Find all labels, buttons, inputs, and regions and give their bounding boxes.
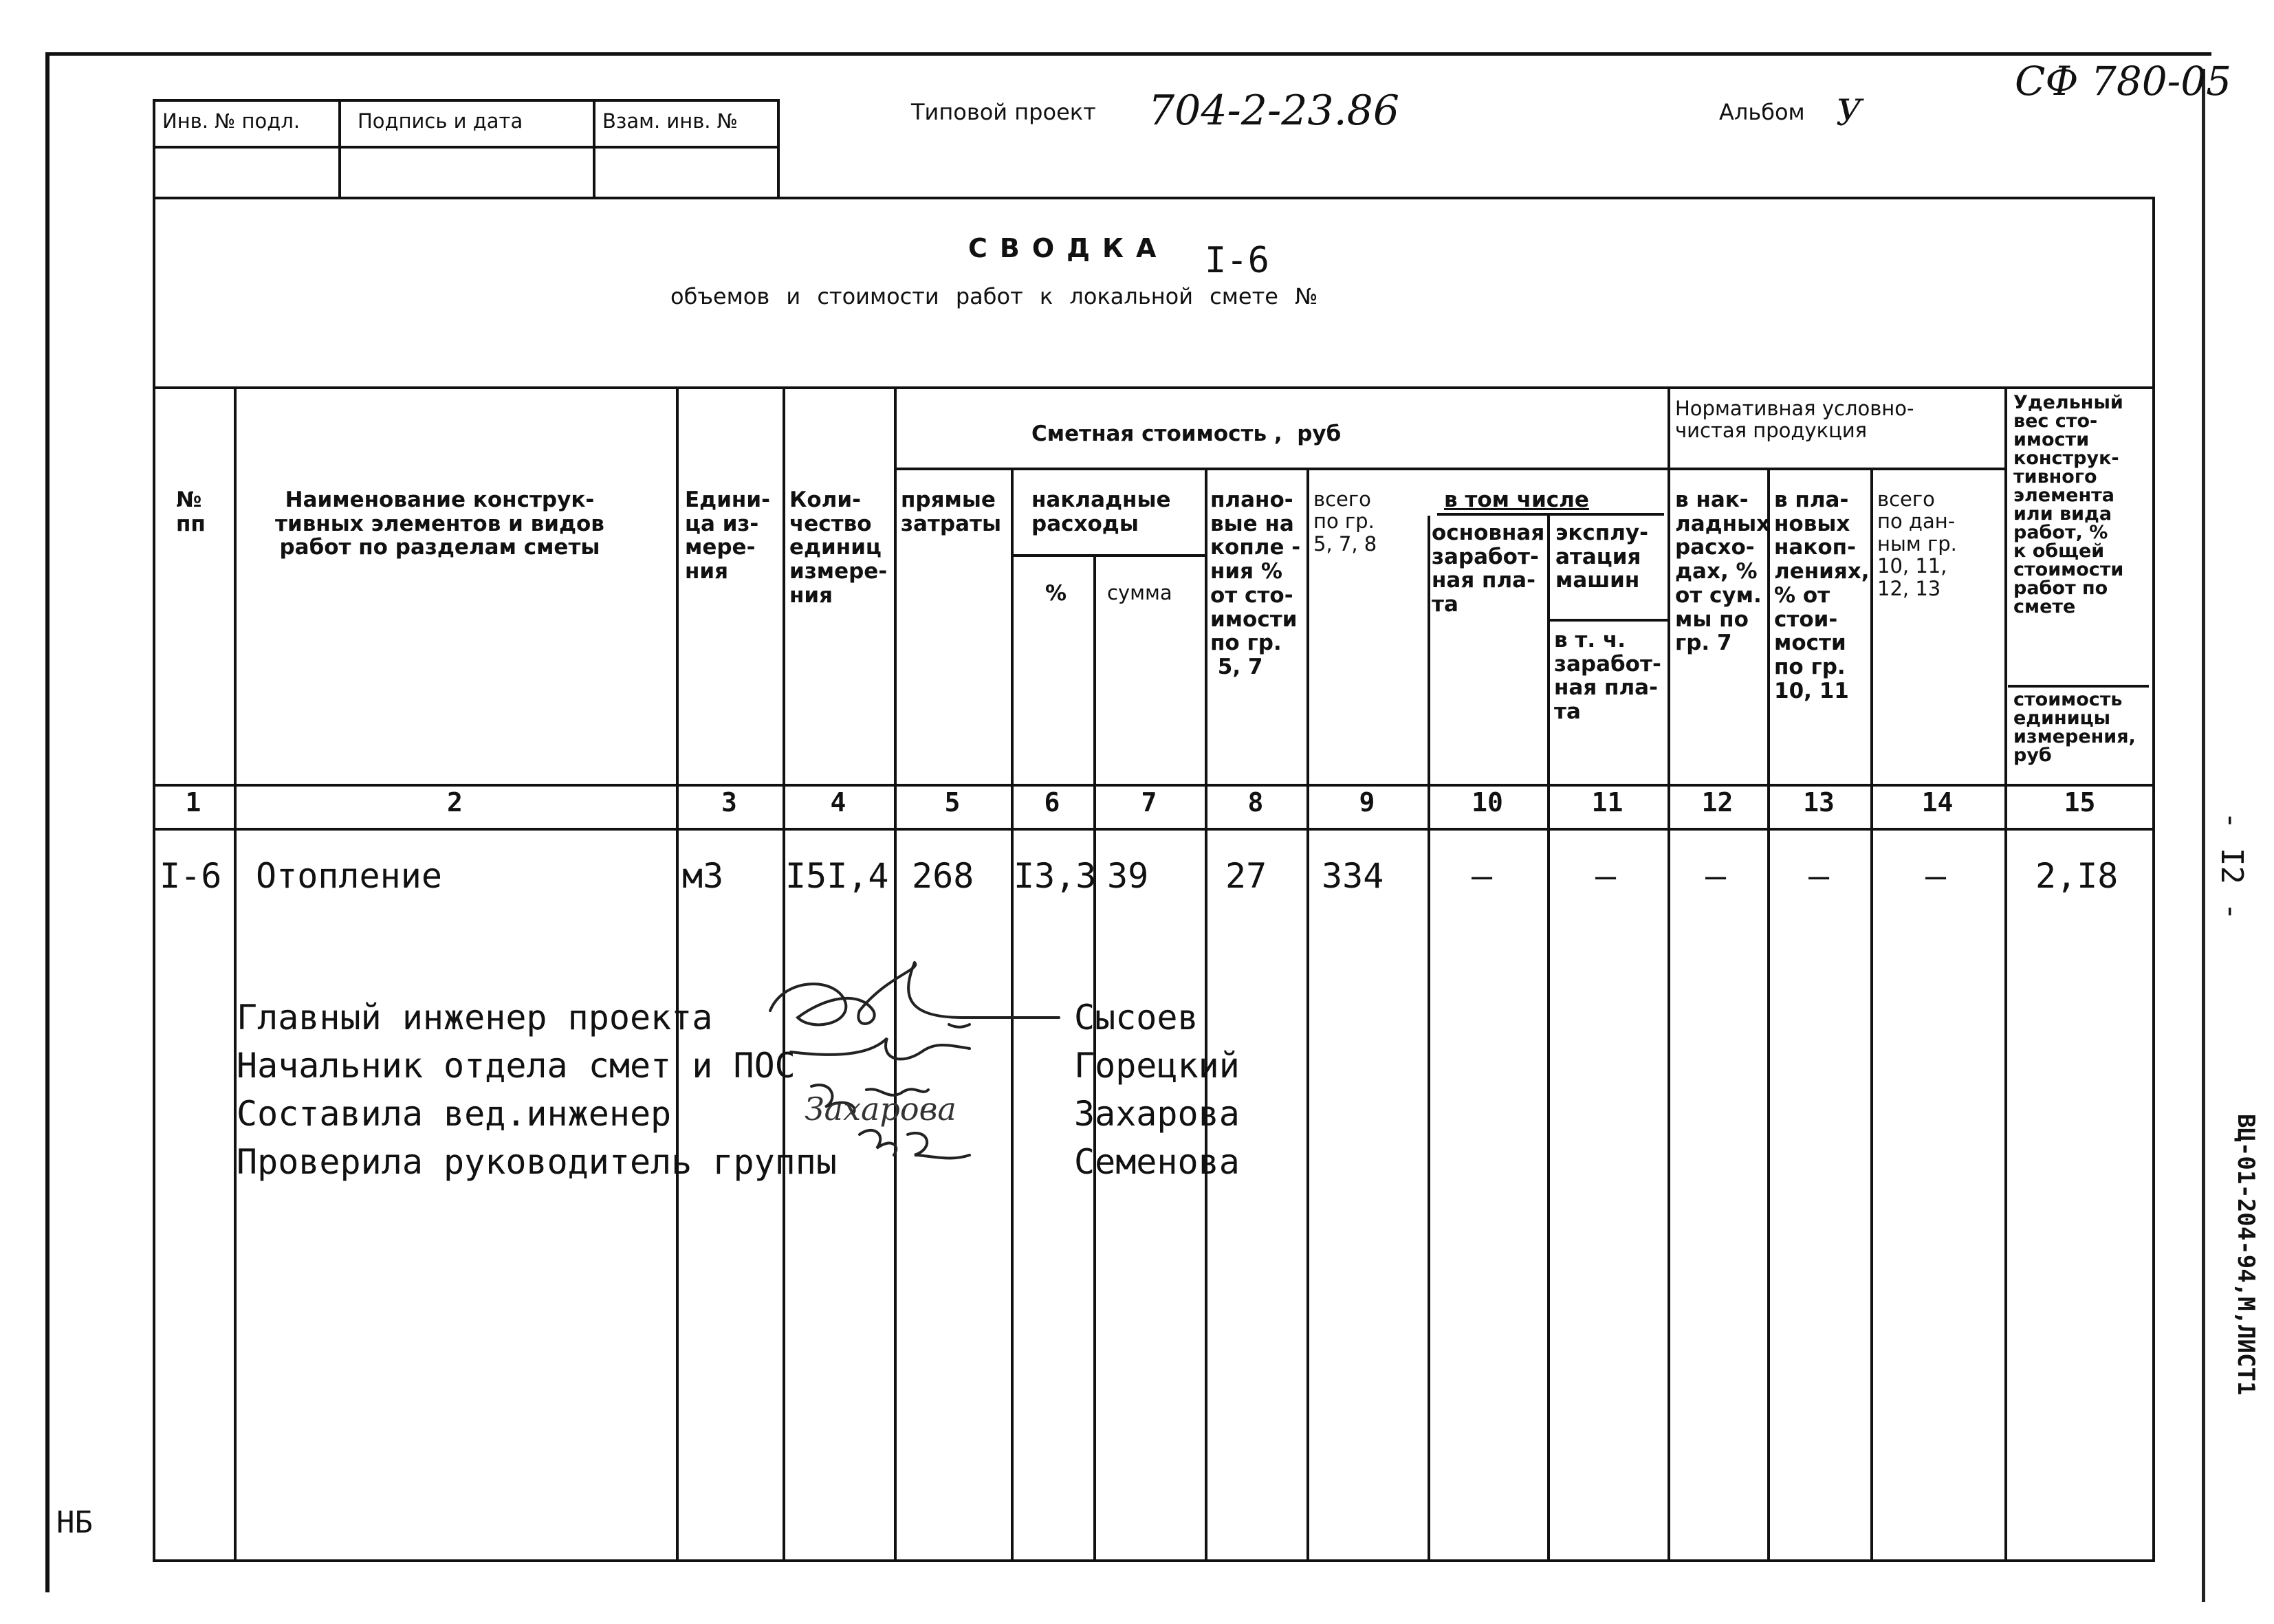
album-number: У xyxy=(1836,93,1862,134)
signer-role-4: Проверила руководитель группы xyxy=(237,1142,837,1182)
row-ekspl: – xyxy=(1595,856,1617,896)
row-pryamye: 268 xyxy=(912,856,974,896)
row-name: Отопление xyxy=(256,856,442,896)
row-vsego-ucp: – xyxy=(1925,856,1947,896)
row-vsego: 334 xyxy=(1322,856,1384,896)
corner-bottom-mark: НБ xyxy=(56,1505,93,1540)
colnum-4: 4 xyxy=(830,787,846,818)
side-page-number: - I2 - xyxy=(2214,811,2249,921)
col15b-header: стоимость единицы измерения, руб xyxy=(2013,689,2136,766)
colnum-11: 11 xyxy=(1591,787,1623,818)
col4-header: Коли- чество единиц измере- ния xyxy=(789,487,888,608)
colnum-9: 9 xyxy=(1359,787,1375,818)
frame-right-border xyxy=(2202,69,2205,1602)
col3-header: Едини- ца из- мере- ния xyxy=(685,487,770,584)
col7-header: сумма xyxy=(1107,581,1172,604)
signer-name-2: Горецкий xyxy=(1074,1046,1240,1086)
col9-header: всего по гр. 5, 7, 8 xyxy=(1313,487,1377,556)
col2-header: Наименование конструк- тивных элементов и видов работ по разделам сметы xyxy=(275,487,604,560)
side-code: ВЦ-01-204-94,М,ЛИСТ1 xyxy=(2232,1114,2260,1396)
colnum-14: 14 xyxy=(1921,787,1954,818)
signer-name-4: Семенова xyxy=(1074,1142,1240,1182)
row-nakl-ucp: – xyxy=(1705,856,1727,896)
colnum-3: 3 xyxy=(721,787,737,818)
col5-header: прямые затраты xyxy=(901,487,1002,536)
row-nakl-pct: I3,3 xyxy=(1014,856,1097,896)
handwritten-sign-3: Захарова xyxy=(805,1090,956,1128)
col15a-header: Удельный вес сто- имости конструк- тивного элемента или вида работ, % к общей стоимости работ по смете xyxy=(2013,392,2124,617)
nakladnye-header: накладные расходы xyxy=(1031,487,1171,536)
colnum-15: 15 xyxy=(2064,787,2096,818)
frame-top-border xyxy=(45,52,2211,56)
row-qty: I5I,4 xyxy=(785,856,889,896)
colnum-13: 13 xyxy=(1803,787,1835,818)
normativnaya-header: Нормативная условно- чистая продукция xyxy=(1675,397,1914,443)
handwritten-signatures xyxy=(743,949,1086,1224)
signer-role-2: Начальник отдела смет и ПОС xyxy=(237,1046,796,1086)
col11-header: эксплу- атация машин xyxy=(1555,520,1648,593)
stamp-inv-podl: Инв. № подл. xyxy=(162,109,300,133)
table-header-top xyxy=(153,386,2155,389)
row-osn-zp: – xyxy=(1472,856,1493,896)
colnum-10: 10 xyxy=(1472,787,1503,818)
title-subtitle: объемов и стоимости работ к локальной смете № xyxy=(670,283,1318,309)
colnum-7: 7 xyxy=(1141,787,1157,818)
frame-left-border xyxy=(45,52,50,1592)
row-plan-ucp: – xyxy=(1808,856,1830,896)
v-tom-chisle-header: в том числе xyxy=(1444,487,1589,512)
signer-name-3: Захарова xyxy=(1074,1094,1240,1134)
row-planovye: 27 xyxy=(1225,856,1267,896)
tipovoy-proekt-label: Типовой проект xyxy=(911,99,1096,125)
col14-header: всего по дан- ным гр. 10, 11, 12, 13 xyxy=(1877,487,1957,600)
signer-role-1: Главный инженер проекта xyxy=(237,998,713,1038)
colnum-2: 2 xyxy=(447,787,463,818)
album-label: Альбом xyxy=(1719,99,1805,125)
col13-header: в пла- новых накоп- лениях, % от стои- мости по гр. 10, 11 xyxy=(1774,487,1870,703)
row-nakl-sum: 39 xyxy=(1107,856,1149,896)
col11b-header: в т. ч. заработ- ная пла- та xyxy=(1554,628,1661,725)
colnum-12: 12 xyxy=(1701,787,1734,818)
title-number: I-6 xyxy=(1205,240,1269,281)
stamp-vzam-inv: Взам. инв. № xyxy=(602,109,738,133)
row-unit: м3 xyxy=(682,856,724,896)
colnum-5: 5 xyxy=(944,787,961,818)
col8-header: плано- вые на копле - ния % от сто- имости по гр. 5, 7 xyxy=(1210,487,1301,680)
signer-name-1: Сысоев xyxy=(1074,998,1199,1038)
colnum-1: 1 xyxy=(185,787,201,818)
smetnaya-header: Сметная стоимость , руб xyxy=(1031,421,1342,446)
colnum-6: 6 xyxy=(1044,787,1060,818)
stamp-podpis-data: Подпись и дата xyxy=(358,109,523,133)
corner-code: СФ 780-05 xyxy=(2015,58,2232,105)
row-udelny: 2,I8 xyxy=(2035,856,2119,896)
col1-header: № пп xyxy=(176,487,206,536)
row-no: I-6 xyxy=(160,856,222,896)
signer-role-3: Составила вед.инженер xyxy=(237,1094,672,1134)
project-number: 704-2-23.86 xyxy=(1148,87,1400,135)
colnum-8: 8 xyxy=(1247,787,1264,818)
col12-header: в нак- ладных расхо- дах, % от сум. мы по гр. 7 xyxy=(1675,487,1771,656)
title-heading: СВОДКА xyxy=(968,233,1169,263)
col10-header: основная заработ- ная пла- та xyxy=(1432,520,1545,617)
col6-header: % xyxy=(1045,581,1067,606)
